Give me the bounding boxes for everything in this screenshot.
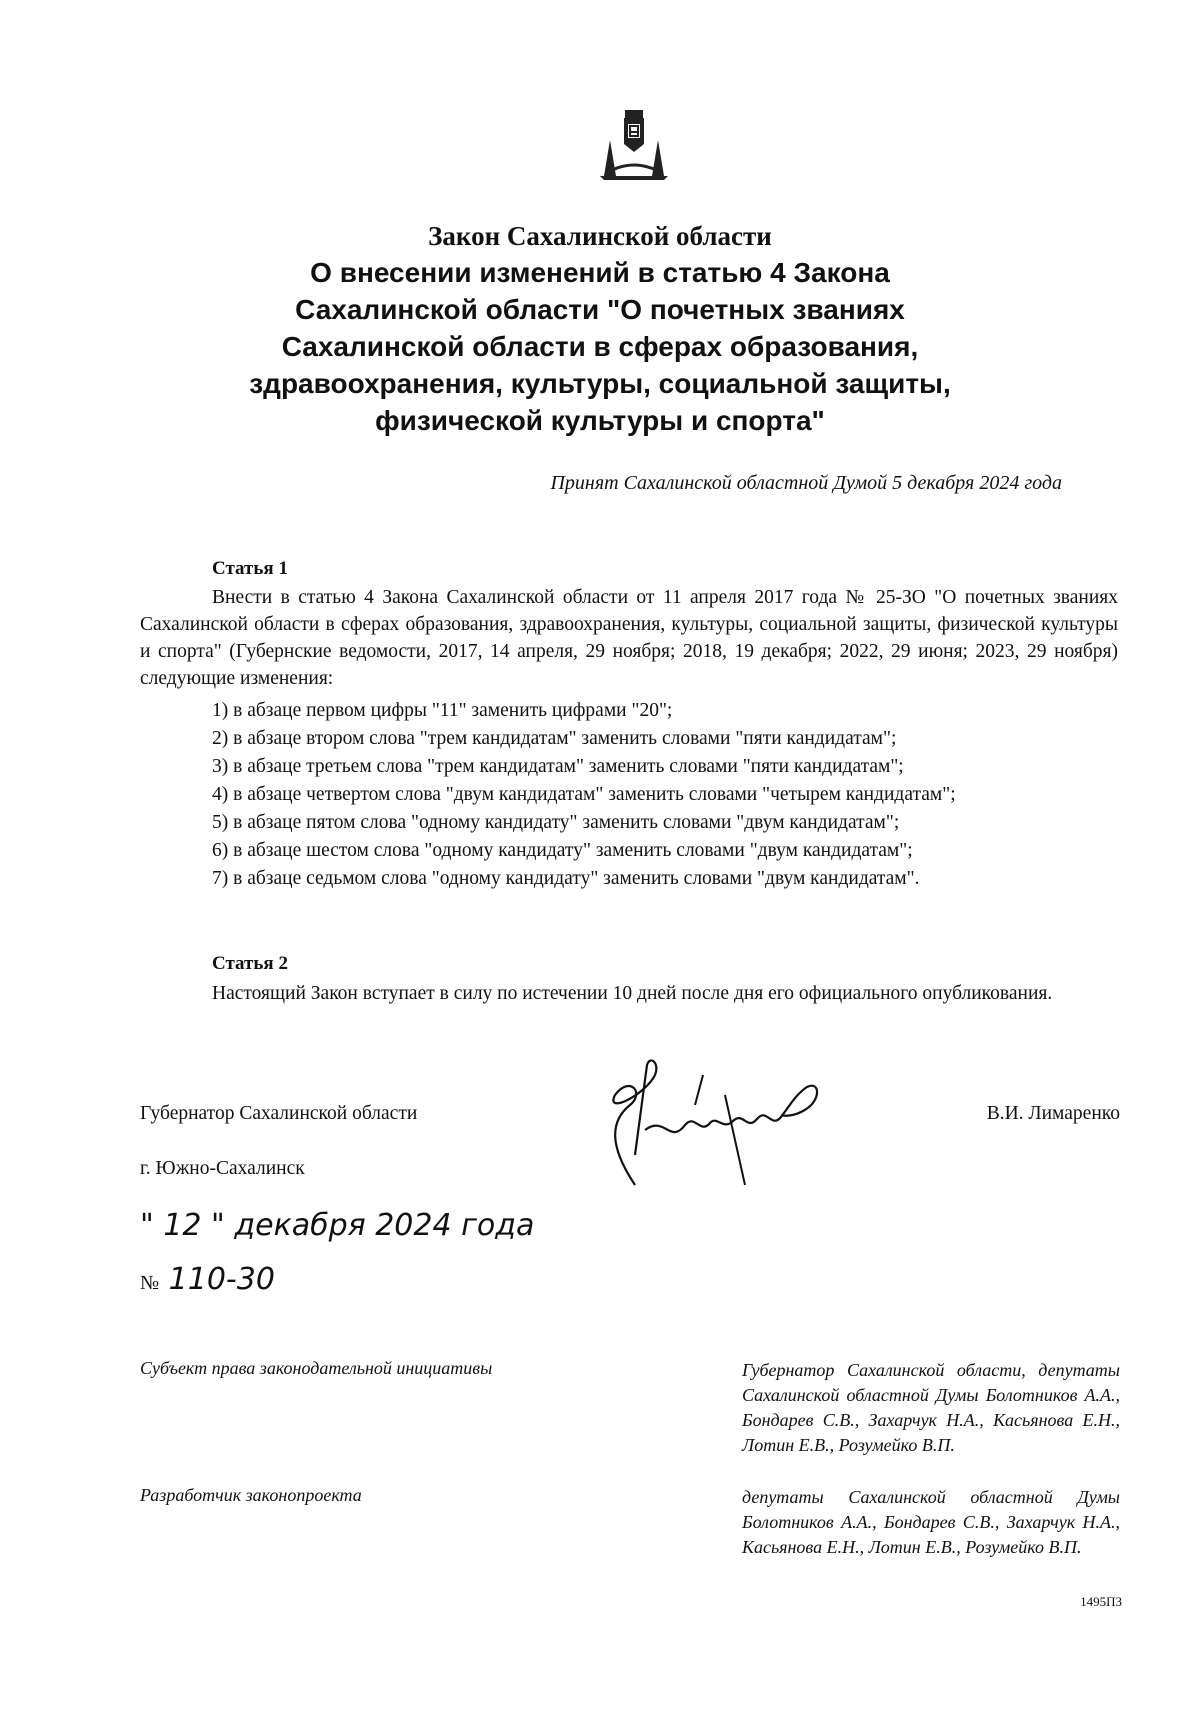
developer-label: Разработчик законопроекта (140, 1485, 362, 1505)
law-title-line: здравоохранения, культуры, социальной защиты, (249, 368, 951, 399)
adoption-note: Принят Сахалинской областной Думой 5 декабря 2024 года (550, 472, 1062, 494)
article-1-intro (140, 584, 1118, 692)
initiative-label: Субъект права законодательной инициативы (140, 1358, 493, 1378)
law-title-line: О внесении изменений в статью 4 Закона (310, 257, 890, 288)
law-title-line: Сахалинской области "О почетных званиях (295, 294, 905, 325)
handwritten-signature (575, 1035, 875, 1195)
list-item: 4) в абзаце четвертом слова "двум кандидатам" заменить словами "четырем кандидатам"; (212, 784, 956, 805)
article-2-heading: Статья 2 (212, 953, 288, 974)
list-item: 3) в абзаце третьем слова "трем кандидатам" заменить словами "пяти кандидатам"; (212, 756, 904, 777)
list-item: 1) в абзаце первом цифры "11" заменить цифрами "20"; (212, 700, 673, 721)
coat-of-arms-emblem (594, 110, 674, 182)
signatory-name: В.И. Лимаренко (986, 1103, 1120, 1124)
signing-city: г. Южно-Сахалинск (140, 1158, 305, 1179)
law-title-line: Сахалинской области в сферах образования, (281, 331, 919, 362)
law-title (150, 218, 1050, 439)
developer-value: депутаты Сахалинской областной Думы Болотников А.А., Бондарев С.В., Захарчук Н.А., Касьянова Е.Н., Лотин Е.В., Розумейко В.П. (742, 1487, 1120, 1557)
list-item: 6) в абзаце шестом слова "одному кандидату" заменить словами "двум кандидатам"; (212, 840, 913, 861)
law-title-line: физической культуры и спорта" (375, 405, 825, 436)
amendments-list (140, 697, 1118, 893)
list-item: 5) в абзаце пятом слова "одному кандидату" заменить словами "двум кандидатам"; (212, 812, 900, 833)
article-1-heading: Статья 1 (212, 558, 288, 579)
list-item: 7) в абзаце седьмом слова "одному кандидату" заменить словами "двум кандидатам". (212, 868, 920, 889)
list-item: 2) в абзаце втором слова "трем кандидатам" заменить словами "пяти кандидатам"; (212, 728, 897, 749)
law-number: 110-30 (168, 1262, 275, 1297)
article-1-intro-text: Внести в статью 4 Закона Сахалинской области от 11 апреля 2017 года № 25-ЗО "О почетных званиях Сахалинской области в сферах образования, здравоохранения, культуры, социальной защиты, физической культуры и спорта" (Губернские ведомости, 2017, 14 апреля, 29 ноября; 2018, 19 декабря; 2022, 29 июня; 2023, 29 ноября) следующие изменения: (140, 587, 1118, 689)
initiative-value: Губернатор Сахалинской области, депутаты Сахалинской областной Думы Болотников А.А., Бондарев С.В., Захарчук Н.А., Касьянова Е.Н., Лотин Е.В., Розумейко В.П. (742, 1360, 1120, 1455)
signatory-position: Губернатор Сахалинской области (140, 1103, 418, 1124)
number-sign: № (140, 1272, 160, 1294)
article-2-text (140, 980, 1118, 1007)
signing-date: " 12 " декабря 2024 года (140, 1208, 535, 1243)
law-type-heading: Закон Сахалинской области (428, 221, 772, 251)
article-2-body: Настоящий Закон вступает в силу по истечении 10 дней после дня его официального опубликования. (212, 983, 1053, 1004)
law-number-line (140, 1262, 275, 1297)
document-code: 1495ПЗ (1080, 1594, 1122, 1609)
